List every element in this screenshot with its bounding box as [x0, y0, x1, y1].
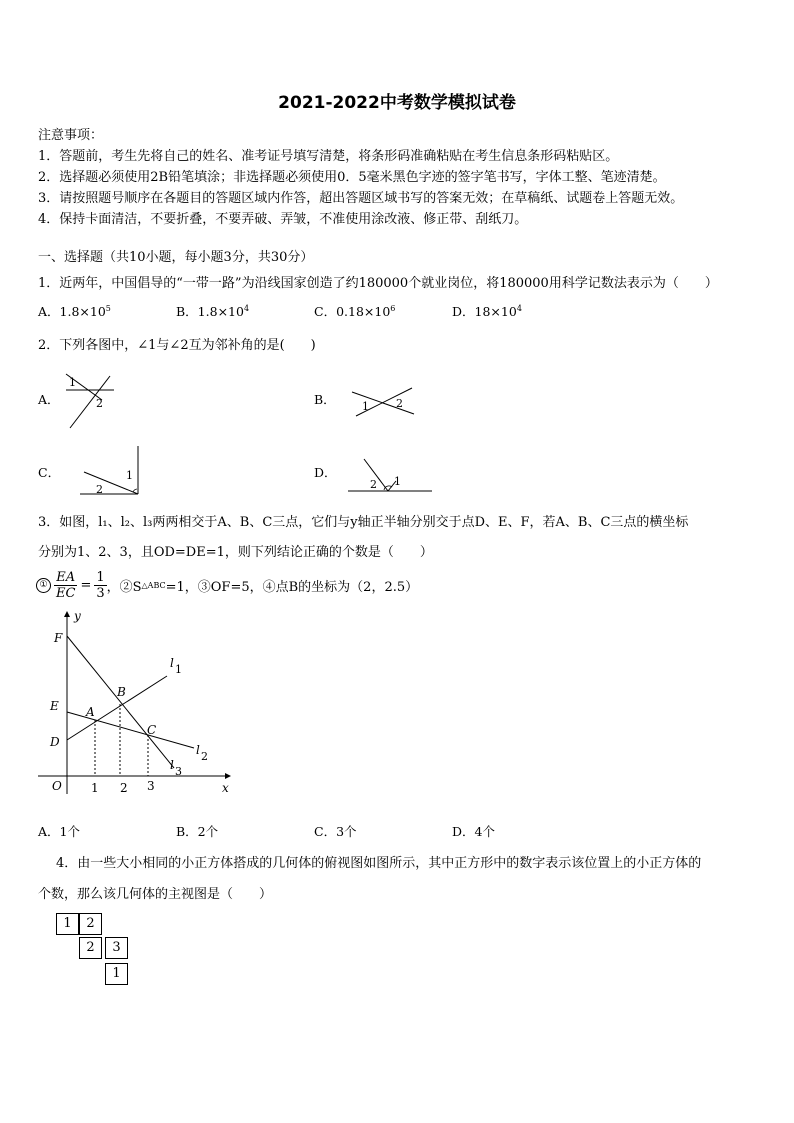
grid-cell: 3 — [105, 937, 128, 959]
point-e-label: E — [50, 699, 59, 713]
grid-cell: 2 — [79, 913, 102, 935]
point-c-label: C — [147, 723, 157, 737]
q2a-angle-1: 1 — [69, 376, 76, 389]
q2-option-d-label[interactable]: D． — [314, 465, 337, 480]
q2-figure-d — [344, 455, 434, 495]
note-item-1: 1．答题前，考生先将自己的姓名、准考证号填写清楚，将条形码准确粘贴在考生信息条形码粘贴区。 — [38, 149, 619, 164]
line-l3-label: l — [170, 758, 174, 772]
q2d-angle-1: 1 — [394, 475, 401, 488]
q3-conclusions: ① $\frac{EA}{EC}$ = $\frac{1}{3}$ ，②S △ABC =1，③OF=5，④点B的坐标为（2，2.5） — [36, 565, 418, 605]
q2-option-b-label[interactable]: B． — [314, 392, 336, 407]
fraction-one-third: $\frac{1}{3}$ — [96, 569, 105, 601]
tick-1: 1 — [91, 781, 99, 795]
q2a-angle-2: 2 — [96, 397, 103, 410]
point-f-label: F — [54, 631, 63, 645]
q2-stem: 2．下列各图中，∠1与∠2互为邻补角的是( ) — [38, 338, 316, 353]
q2-figure-c — [76, 442, 146, 498]
q2c-angle-2: 2 — [96, 483, 103, 496]
q2b-angle-2: 2 — [396, 397, 403, 410]
point-d-label: D — [50, 735, 60, 749]
q3-option-c[interactable]: C．3个 — [314, 824, 357, 839]
q1-option-a[interactable]: A．$1.8\times 10^5$ — [38, 304, 111, 319]
line-l3-sub: 3 — [175, 765, 182, 778]
q2-figure-a — [60, 370, 120, 432]
note-item-4: 4．保持卡面清洁，不要折叠，不要弄破、弄皱，不准使用涂改液、修正带、刮纸刀。 — [38, 212, 528, 227]
q4-stem-line2: 个数，那么该几何体的主视图是（ ） — [38, 887, 273, 902]
q1-option-b[interactable]: B．$1.8\times 10^4$ — [176, 304, 250, 319]
axis-x-label: x — [222, 781, 229, 795]
q3-option-b[interactable]: B．2个 — [176, 824, 219, 839]
q2-figure-b — [348, 384, 418, 418]
q1-option-d[interactable]: D．$18\times 10^4$ — [452, 304, 522, 319]
point-b-label: B — [117, 685, 126, 699]
line-l2-sub: 2 — [201, 750, 208, 763]
q1-stem: 1．近两年，中国倡导的“一带一路”为沿线国家创造了约180000个就业岗位，将180000用科学记数法表示为（ ） — [38, 276, 718, 291]
line-l2-label: l — [196, 743, 200, 757]
q3-option-d[interactable]: D．4个 — [452, 824, 495, 839]
q2-option-c-label[interactable]: C． — [38, 465, 61, 480]
q3-option-a[interactable]: A．1个 — [38, 824, 80, 839]
note-item-3: 3．请按照题号顺序在各题目的答题区域内作答，超出答题区域书写的答案无效；在草稿纸、试题卷上答题无效。 — [38, 191, 684, 206]
grid-cell: 1 — [56, 913, 79, 935]
notes-heading: 注意事项： — [38, 128, 104, 143]
q2b-angle-1: 1 — [362, 400, 369, 413]
q3-stem-line2: 分别为1、2、3，且OD=DE=1，则下列结论正确的个数是（ ） — [38, 545, 433, 560]
grid-cell: 1 — [105, 963, 128, 985]
q3-stem-line1: 3．如图，l₁、l₂、l₃两两相交于A、B、C三点，它们与y轴正半轴分别交于点D、E、F，若A、B、C三点的横坐标 — [38, 515, 689, 530]
q4-top-view-grid — [56, 913, 136, 989]
axis-y-label: y — [74, 609, 81, 623]
q4-stem-line1: 4．由一些大小相同的小正方体搭成的几何体的俯视图如图所示，其中正方形中的数字表示该位置上的小正方体的 — [56, 856, 702, 871]
exam-title: 2021-2022中考数学模拟试卷 — [278, 93, 516, 113]
q2-option-a-label[interactable]: A． — [38, 392, 60, 407]
q3-coordinate-graph — [34, 608, 234, 800]
grid-cell: 2 — [79, 937, 102, 959]
line-l1-sub: 1 — [175, 663, 182, 676]
tick-3: 3 — [147, 779, 155, 793]
tick-2: 2 — [120, 781, 128, 795]
q2c-angle-1: 1 — [126, 469, 133, 482]
section-heading: 一、选择题（共10小题，每小题3分，共30分） — [38, 250, 314, 265]
origin-label: O — [52, 779, 62, 793]
q2d-angle-2: 2 — [370, 478, 377, 491]
note-item-2: 2．选择题必须使用2B铅笔填涂；非选择题必须使用0．5毫米黑色字迹的签字笔书写，字体工整、笔迹清楚。 — [38, 170, 666, 185]
fraction-ea-ec: $\frac{EA}{EC}$ — [56, 569, 76, 601]
line-l1-label: l — [170, 656, 174, 670]
point-a-label: A — [86, 705, 95, 719]
conclusion-1-marker: ① — [36, 578, 51, 593]
q1-option-c[interactable]: C．$0.18\times 10^6$ — [314, 304, 396, 319]
